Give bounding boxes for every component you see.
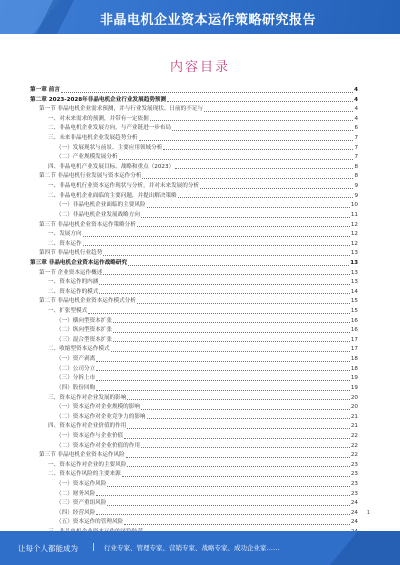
toc-entry-text: （三）分拆上市 [56, 375, 96, 382]
toc-entry-page: 16 [350, 317, 358, 324]
toc-leader-dots [113, 317, 350, 324]
page-footer [0, 531, 400, 565]
toc-entry-page: 23 [350, 471, 358, 478]
footer-decoration [330, 531, 400, 565]
toc-leader-dots [96, 490, 350, 497]
toc-entry[interactable] [30, 144, 358, 154]
toc-leader-dots [96, 509, 350, 516]
toc-entry-page: 9 [354, 183, 358, 190]
toc-leader-dots [99, 278, 350, 285]
toc-entry-page: 12 [350, 231, 358, 238]
toc-leader-dots [137, 221, 350, 228]
toc-leader-dots [103, 249, 350, 256]
toc-entry-text: 一、对未来需求的预测，并带有一定依据 [48, 115, 149, 122]
toc-entry[interactable] [30, 96, 358, 106]
toc-entry[interactable] [30, 259, 358, 269]
toc-entry-page: 18 [350, 365, 358, 372]
toc-entry-text: （二）公司分立 [56, 365, 96, 372]
toc-entry-page: 8 [354, 173, 358, 180]
toc-entry[interactable] [30, 413, 358, 423]
toc-entry[interactable] [30, 182, 358, 192]
toc-entry-text: 二、收缩型资本运作模式 [48, 346, 110, 353]
toc-entry-page: 13 [350, 259, 358, 266]
toc-entry-page: 23 [350, 480, 358, 487]
toc-entry[interactable] [30, 317, 358, 327]
toc-entry-text: 二、资本运作的模式 [48, 288, 99, 295]
toc-entry[interactable] [30, 518, 358, 528]
toc-leader-dots [83, 240, 350, 247]
toc-entry-page: 7 [354, 144, 358, 151]
toc-leader-dots [127, 394, 350, 401]
toc-entry-text: （一）资本运作风险 [56, 480, 107, 487]
toc-entry[interactable] [30, 384, 358, 394]
toc-entry-page: 24 [350, 519, 358, 526]
toc-entry-page: 9 [354, 192, 358, 199]
toc-entry-page: 4 [354, 115, 358, 122]
toc-leader-dots [178, 192, 354, 199]
toc-entry-text: （一）资产剥离 [56, 356, 96, 363]
toc-entry-page: 22 [350, 432, 358, 439]
toc-entry[interactable] [30, 153, 358, 163]
toc-leader-dots [204, 105, 353, 112]
toc-leader-dots [172, 124, 353, 131]
toc-entry[interactable] [30, 105, 358, 115]
toc-entry-text: （二）纵向型资本扩张 [56, 327, 112, 334]
toc-entry-page: 4 [354, 96, 358, 103]
toc-entry[interactable] [30, 115, 358, 125]
toc-entry-page: 22 [350, 452, 358, 459]
toc-entry-text: （四）经营风险 [56, 509, 96, 516]
toc-entry-text: （四）股份回购 [56, 384, 96, 391]
toc-leader-dots [124, 518, 350, 525]
toc-entry[interactable] [30, 461, 358, 471]
toc-leader-dots [167, 96, 353, 103]
toc-leader-dots [111, 345, 350, 352]
toc-entry[interactable] [30, 221, 358, 231]
toc-entry[interactable] [30, 172, 358, 182]
toc-entry[interactable] [30, 192, 358, 202]
toc-entry-page: 6 [354, 125, 358, 132]
toc-entry[interactable] [30, 403, 358, 413]
toc-leader-dots [107, 480, 350, 487]
toc-leader-dots [124, 432, 350, 439]
toc-entry-page: 20 [350, 404, 358, 411]
toc-entry-text: 一、资本运作对企业的主要风险 [48, 461, 127, 468]
toc-entry-page: 7 [354, 154, 358, 161]
toc-leader-dots [103, 269, 350, 276]
toc-leader-dots [96, 365, 350, 372]
toc-entry-page: 20 [350, 394, 358, 401]
toc-entry[interactable] [30, 509, 358, 519]
toc-leader-dots [96, 384, 350, 391]
toc-leader-dots [163, 144, 353, 151]
toc-entry-page: 19 [350, 375, 358, 382]
toc-entry[interactable] [30, 240, 358, 250]
toc-entry-text: 第一节 企业资本运作概述 [39, 269, 103, 276]
toc-leader-dots [137, 297, 350, 304]
toc-entry-text: （二）资本运作对企业竞争力的影响 [56, 413, 146, 420]
toc-leader-dots [139, 134, 354, 141]
toc-leader-dots [99, 288, 350, 295]
toc-entry-page: 22 [350, 442, 358, 449]
toc-entry-text: （一）资本运作与企业价值 [56, 432, 124, 439]
toc-entry-page: 10 [350, 202, 358, 209]
toc-entry-page: 13 [350, 250, 358, 257]
toc-leader-dots [83, 230, 350, 237]
toc-entry-text: 四、资本运作对企业价值的作用 [48, 423, 127, 430]
toc-leader-dots [113, 336, 350, 343]
toc-entry-page: 17 [350, 336, 358, 343]
toc-entry-text: 一、资本运作的内涵 [48, 279, 99, 286]
toc-entry[interactable] [30, 451, 358, 461]
report-title: 非晶电机企业资本运作策略研究报告 [100, 13, 317, 28]
toc-entry-page: 4 [354, 106, 358, 113]
toc-entry-text: 第一节 非晶电机企业需求预测，并与行业发展现状、日前的不足与 [39, 106, 203, 113]
toc-entry[interactable] [30, 307, 358, 317]
toc-entry[interactable] [30, 211, 358, 221]
toc-leader-dots [175, 163, 353, 170]
toc-entry[interactable] [30, 163, 358, 173]
footer-separator: | [92, 542, 95, 551]
toc-entry-page: 21 [350, 413, 358, 420]
toc-entry-text: 一、发展方向 [48, 231, 82, 238]
toc-entry-text: 二、资本运作风险的主要来源 [48, 471, 121, 478]
toc-leader-dots [126, 451, 350, 458]
toc-entry-page: 13 [350, 269, 358, 276]
toc-entry-text: 三、资本运作对企业发展的影响 [48, 394, 127, 401]
toc-entry[interactable] [30, 345, 358, 355]
toc-leader-dots [88, 307, 350, 314]
toc-entry[interactable] [30, 336, 358, 346]
toc-entry-text: （二）财务风险 [56, 490, 96, 497]
toc-entry[interactable] [30, 432, 358, 442]
toc-entry-text: （一）非晶电机企业面临的主要风险 [56, 202, 146, 209]
toc-entry-page: 19 [350, 384, 358, 391]
toc-entry-text: （二）产业规模发展分析 [56, 154, 118, 161]
toc-entry-page: 14 [350, 288, 358, 295]
toc-entry[interactable] [30, 201, 358, 211]
toc-leader-dots [107, 499, 350, 506]
toc-entry[interactable] [30, 355, 358, 365]
toc-entry-text: 第二节 非晶电机行业发展与资本运作分析 [39, 173, 142, 180]
toc-entry[interactable] [30, 374, 358, 384]
toc-entry-text: 第三章 非晶电机企业资本运作战略研究 [30, 259, 128, 266]
toc-entry[interactable] [30, 422, 358, 432]
toc-heading: 内容目录 [169, 60, 230, 75]
toc-entry-text: 一、扩张型模式 [48, 308, 88, 315]
toc-entry[interactable] [30, 269, 358, 279]
toc-entry[interactable] [30, 394, 358, 404]
toc-entry-page: 11 [350, 211, 358, 218]
toc-entry-page: 23 [350, 490, 358, 497]
toc-entry-text: （一）发展现状与前景、主要应用领域分析 [56, 144, 163, 151]
toc-leader-dots [200, 182, 353, 189]
toc-entry-page: 24 [350, 509, 358, 516]
toc-entry-page: 13 [350, 279, 358, 286]
toc-entry[interactable] [30, 470, 358, 480]
toc-leader-dots [142, 172, 353, 179]
toc-entry[interactable] [30, 297, 358, 307]
toc-entry[interactable] [30, 442, 358, 452]
toc-leader-dots [141, 442, 350, 449]
toc-entry-page: 24 [350, 500, 358, 507]
toc-entry[interactable] [30, 499, 358, 509]
toc-leader-dots [61, 86, 353, 93]
toc-entry-text: 一、非晶电机行业资本运作现状与分析，并对未来发展的分析 [48, 183, 200, 190]
toc-leader-dots [127, 461, 350, 468]
toc-entry-page: 16 [350, 327, 358, 334]
table-of-contents [30, 86, 358, 538]
toc-entry[interactable] [30, 480, 358, 490]
toc-leader-dots [113, 326, 350, 333]
toc-entry-page: 15 [350, 298, 358, 305]
toc-entry-text: （五）资本运作的管理风险 [56, 519, 124, 526]
toc-entry-text: （三）资产重组风险 [56, 500, 107, 507]
footer-slogan: 让每个人都能成为 [18, 544, 78, 553]
toc-leader-dots [127, 422, 350, 429]
toc-entry-text: 第二章 2023-2028年非晶电机企业行业发展趋势预测 [30, 96, 167, 103]
toc-entry[interactable] [30, 365, 358, 375]
toc-leader-dots [122, 470, 350, 477]
toc-entry-page: 23 [350, 461, 358, 468]
toc-entry-text: （三）混合型资本扩张 [56, 336, 112, 343]
toc-entry-text: 第一章 前言 [30, 87, 60, 93]
toc-entry-text: 二、资本运作 [48, 240, 82, 247]
toc-entry-text: 第三节 非晶电机企业资本运作策略分析 [39, 221, 136, 228]
toc-entry-text: （二）非晶电机企业发展战略方向 [56, 211, 140, 218]
toc-entry-page: 21 [350, 423, 358, 430]
footer-roles: 行业专家、管理专家、营销专家、战略专家、成功企业家…… [104, 544, 280, 552]
toc-entry[interactable] [30, 86, 358, 96]
toc-entry-text: （一）资本运作对企业规模的影响 [56, 404, 140, 411]
toc-entry-page: 17 [350, 346, 358, 353]
toc-entry-page: 4 [354, 87, 358, 93]
toc-entry[interactable] [30, 326, 358, 336]
toc-entry-page: 18 [350, 356, 358, 363]
toc-entry-text: 二、非晶电机企业面临的主要问题，并提出解决策略 [48, 192, 177, 199]
toc-entry-text: （二）资本运作对企业价值的作用 [56, 442, 140, 449]
toc-leader-dots [150, 115, 354, 122]
toc-entry-text: 第四节 非晶电机行业趋势 [39, 250, 103, 257]
toc-leader-dots [96, 355, 350, 362]
toc-entry-text: （一）横向型资本扩张 [56, 317, 112, 324]
toc-entry-page: 15 [350, 308, 358, 315]
toc-entry-page: 12 [350, 221, 358, 228]
toc-entry[interactable] [30, 490, 358, 500]
report-header [0, 0, 400, 34]
page-number: 1 [366, 510, 370, 516]
toc-leader-dots [147, 413, 350, 420]
toc-entry-page: 7 [354, 135, 358, 142]
toc-entry[interactable] [30, 124, 358, 134]
toc-entry[interactable] [30, 278, 358, 288]
toc-leader-dots [128, 259, 349, 266]
toc-entry-text: 第二节 非晶电机企业资本运作模式分析 [39, 298, 136, 305]
toc-leader-dots [119, 153, 354, 160]
toc-entry-page: 12 [350, 240, 358, 247]
toc-leader-dots [141, 403, 350, 410]
toc-leader-dots [147, 201, 350, 208]
toc-entry-text: 三、未来非晶电机企业发展趋势分析 [48, 135, 138, 142]
toc-leader-dots [96, 374, 350, 381]
toc-entry-page: 8 [354, 163, 358, 170]
toc-leader-dots [141, 211, 350, 218]
toc-entry-text: 第三节 非晶电机企业资本运作风险 [39, 452, 125, 459]
toc-entry[interactable] [30, 249, 358, 259]
toc-entry-text: 二、非晶电机企业发展方向，与产业链进一步布局 [48, 125, 172, 132]
toc-entry[interactable] [30, 230, 358, 240]
toc-entry-text: 四、非晶电机产业发展目标、战略和重点（2023） [48, 163, 175, 170]
toc-entry[interactable] [30, 134, 358, 144]
toc-entry[interactable] [30, 288, 358, 298]
